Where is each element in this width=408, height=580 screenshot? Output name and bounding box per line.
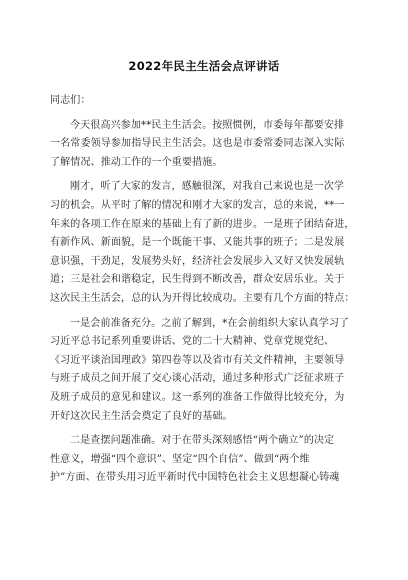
paragraph-line: 道；三是社会和谐稳定，民生得到不断改善，群众安居乐业。关于 <box>50 274 345 286</box>
paragraph-line: 开好这次民主生活会奠定了良好的基础。 <box>50 410 233 422</box>
paragraph-line: 了解情况、推动工作的一个重要措施。 <box>50 156 223 168</box>
paragraph-line: 与班子成员之间开展了交心谈心活动，通过多种形式广泛征求班子 <box>50 373 345 385</box>
paragraph-line: 习近平总书记系列重要讲话、党的二十大精神、党章党规党纪、 <box>50 336 335 348</box>
paragraph-2 <box>50 178 358 308</box>
paragraph-4 <box>50 432 358 488</box>
paragraph-line: 有新作风、新面貌，是一个既能干事、又能共事的班子；二是发展 <box>50 237 345 249</box>
paragraph-line: 性意义，增强“四个意识”、坚定“四个自信”、做到“两个维 <box>50 453 310 465</box>
paragraph-line: 年来的各项工作在原来的基础上有了新的进步。一是班子团结奋进， <box>50 218 355 230</box>
paragraph-line: 这次民主生活会，总的认为开得比较成功。主要有几个方面的特点： <box>50 292 355 304</box>
paragraph-1 <box>50 117 358 173</box>
paragraph-line: 一名常委领导参加指导民主生活会。这也是市委常委同志深入实际 <box>50 138 345 150</box>
paragraph-line: 及班子成员的意见和建议。这一系列的准备工作做得比较充分，为 <box>50 391 345 403</box>
paragraph-3 <box>50 315 358 427</box>
paragraph-line: 今天很高兴参加**民主生活会。按照惯例，市委每年都要安排 <box>70 119 345 131</box>
paragraph-line: 一是会前准备充分。之前了解到，*在会前组织大家认真学习了 <box>70 317 350 329</box>
paragraph-line: 刚才，听了大家的发言，感触很深，对我自己来说也是一次学 <box>70 181 345 193</box>
paragraph-line: 意识强，干劲足，发展势头好，经济社会发展步入又好又快发展轨 <box>50 255 345 267</box>
paragraph-line: 二是查摆问题准确。对于在带头深刻感悟“两个确立”的决定 <box>70 435 335 447</box>
document-title: 2022年民主生活会点评讲话 <box>128 59 280 73</box>
document-body <box>50 92 358 488</box>
paragraph-line: 《习近平谈治国理政》第四卷等以及省市有关文件精神，主要领导 <box>50 354 345 366</box>
paragraph-line: 习的机会。从平时了解的情况和刚才大家的发言，总的来说，**一 <box>50 199 345 211</box>
paragraph-line: 护”方面、在带头用习近平新时代中国特色社会主义思想凝心铸魂 <box>50 472 340 484</box>
salutation: 同志们： <box>50 95 91 106</box>
